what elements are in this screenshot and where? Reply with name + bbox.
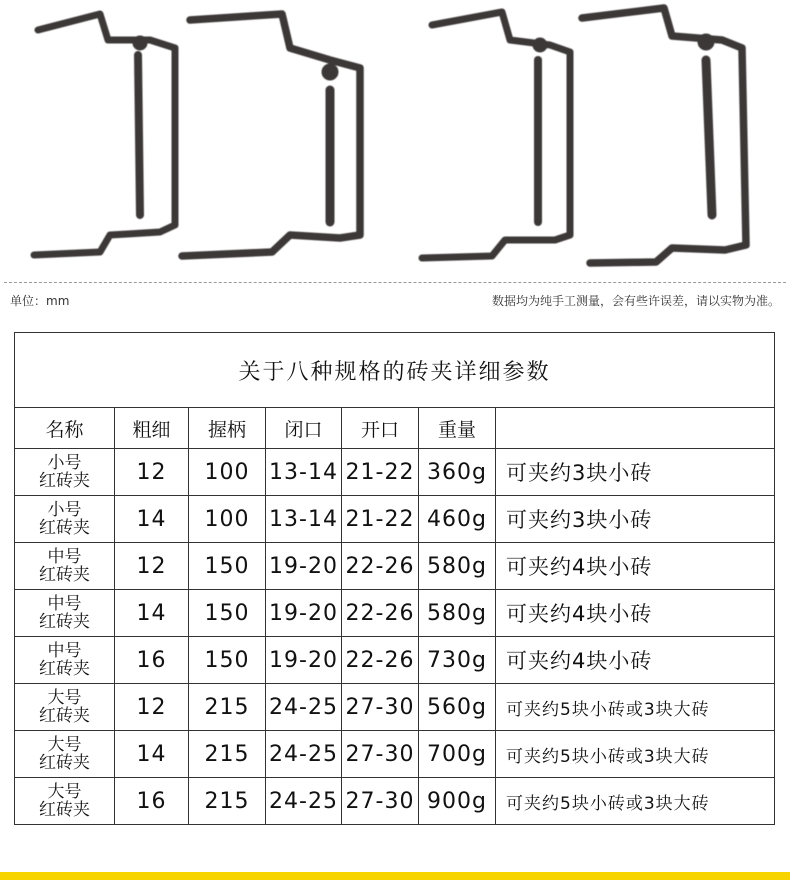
- table-row: [15, 637, 775, 684]
- cell-type: 红砖夹: [39, 706, 90, 726]
- cell-capacity: 可夹约5块小砖或3块大砖: [496, 684, 775, 731]
- cell-thickness: 14: [115, 590, 189, 637]
- cell-type: 红砖夹: [39, 518, 90, 538]
- cell-handle: 150: [189, 637, 266, 684]
- table-row: [15, 449, 775, 496]
- table-row: [15, 684, 775, 731]
- cell-capacity: 可夹约5块小砖或3块大砖: [496, 778, 775, 825]
- cell-open: 27-30: [342, 684, 419, 731]
- cell-thickness: 16: [115, 637, 189, 684]
- cell-name: [15, 684, 115, 731]
- cell-type: 红砖夹: [39, 753, 90, 773]
- cell-weight: 560g: [419, 684, 496, 731]
- cell-weight: 580g: [419, 590, 496, 637]
- footer-accent-bar: [0, 872, 790, 880]
- cell-thickness: 12: [115, 449, 189, 496]
- cell-size: 大号: [47, 782, 82, 802]
- cell-name: [15, 543, 115, 590]
- cell-closed: 24-25: [266, 684, 342, 731]
- cell-weight: 460g: [419, 496, 496, 543]
- cell-name: [15, 778, 115, 825]
- measurement-note: 数据均为纯手工测量，会有些许误差，请以实物为准。: [491, 294, 780, 308]
- cell-closed: 24-25: [266, 778, 342, 825]
- cell-weight: 730g: [419, 637, 496, 684]
- cell-capacity: 可夹约4块小砖: [496, 590, 775, 637]
- cell-capacity: 可夹约3块小砖: [496, 449, 775, 496]
- cell-closed: 19-20: [266, 590, 342, 637]
- cell-name: [15, 590, 115, 637]
- cell-handle: 150: [189, 590, 266, 637]
- cell-size: 大号: [47, 688, 82, 708]
- cell-open: 27-30: [342, 778, 419, 825]
- header-thickness: 粗细: [115, 408, 189, 449]
- header-handle: 握柄: [189, 408, 266, 449]
- cell-type: 红砖夹: [39, 565, 90, 585]
- header-open: 开口: [342, 408, 419, 449]
- cell-capacity: 可夹约4块小砖: [496, 637, 775, 684]
- cell-size: 中号: [47, 641, 82, 661]
- brick-clamp-image-2: [182, 14, 360, 256]
- cell-open: 27-30: [342, 731, 419, 778]
- table-row: [15, 496, 775, 543]
- cell-name: [15, 637, 115, 684]
- cell-capacity: 可夹约4块小砖: [496, 543, 775, 590]
- header-capacity: [496, 408, 775, 449]
- table-row: [15, 590, 775, 637]
- cell-type: 红砖夹: [39, 800, 90, 820]
- header-closed: 闭口: [266, 408, 342, 449]
- table-row: [15, 778, 775, 825]
- cell-closed: 24-25: [266, 731, 342, 778]
- cell-size: 大号: [47, 735, 82, 755]
- product-photo: [0, 0, 790, 272]
- cell-name: [15, 449, 115, 496]
- cell-weight: 700g: [419, 731, 496, 778]
- cell-handle: 100: [189, 449, 266, 496]
- header-name: 名称: [15, 408, 115, 449]
- spec-table: [14, 332, 775, 825]
- cell-handle: 215: [189, 731, 266, 778]
- cell-type: 红砖夹: [39, 612, 90, 632]
- cell-handle: 150: [189, 543, 266, 590]
- cell-size: 小号: [47, 453, 82, 473]
- table-row: [15, 543, 775, 590]
- cell-open: 22-26: [342, 590, 419, 637]
- brick-clamp-image-1: [34, 14, 175, 255]
- cell-weight: 360g: [419, 449, 496, 496]
- cell-thickness: 14: [115, 731, 189, 778]
- brick-clamp-image-4: [582, 8, 746, 263]
- cell-closed: 13-14: [266, 496, 342, 543]
- cell-open: 22-26: [342, 543, 419, 590]
- cell-type: 红砖夹: [39, 659, 90, 679]
- cell-closed: 13-14: [266, 449, 342, 496]
- table-row: [15, 731, 775, 778]
- cell-capacity: 可夹约3块小砖: [496, 496, 775, 543]
- cell-type: 红砖夹: [39, 471, 90, 491]
- divider: [4, 282, 786, 283]
- cell-weight: 900g: [419, 778, 496, 825]
- cell-weight: 580g: [419, 543, 496, 590]
- table-title: 关于八种规格的砖夹详细参数: [15, 333, 775, 408]
- cell-name: [15, 496, 115, 543]
- cell-handle: 100: [189, 496, 266, 543]
- cell-size: 中号: [47, 547, 82, 567]
- cell-size: 中号: [47, 594, 82, 614]
- cell-open: 21-22: [342, 449, 419, 496]
- cell-size: 小号: [47, 500, 82, 520]
- cell-thickness: 12: [115, 543, 189, 590]
- cell-closed: 19-20: [266, 543, 342, 590]
- table-header-row: [15, 408, 775, 449]
- brick-clamp-image-3: [422, 12, 570, 258]
- cell-handle: 215: [189, 778, 266, 825]
- cell-thickness: 16: [115, 778, 189, 825]
- cell-closed: 19-20: [266, 637, 342, 684]
- cell-capacity: 可夹约5块小砖或3块大砖: [496, 731, 775, 778]
- cell-handle: 215: [189, 684, 266, 731]
- unit-label: 单位：mm: [10, 294, 70, 308]
- cell-open: 22-26: [342, 637, 419, 684]
- cell-open: 21-22: [342, 496, 419, 543]
- cell-name: [15, 731, 115, 778]
- cell-thickness: 12: [115, 684, 189, 731]
- header-weight: 重量: [419, 408, 496, 449]
- cell-thickness: 14: [115, 496, 189, 543]
